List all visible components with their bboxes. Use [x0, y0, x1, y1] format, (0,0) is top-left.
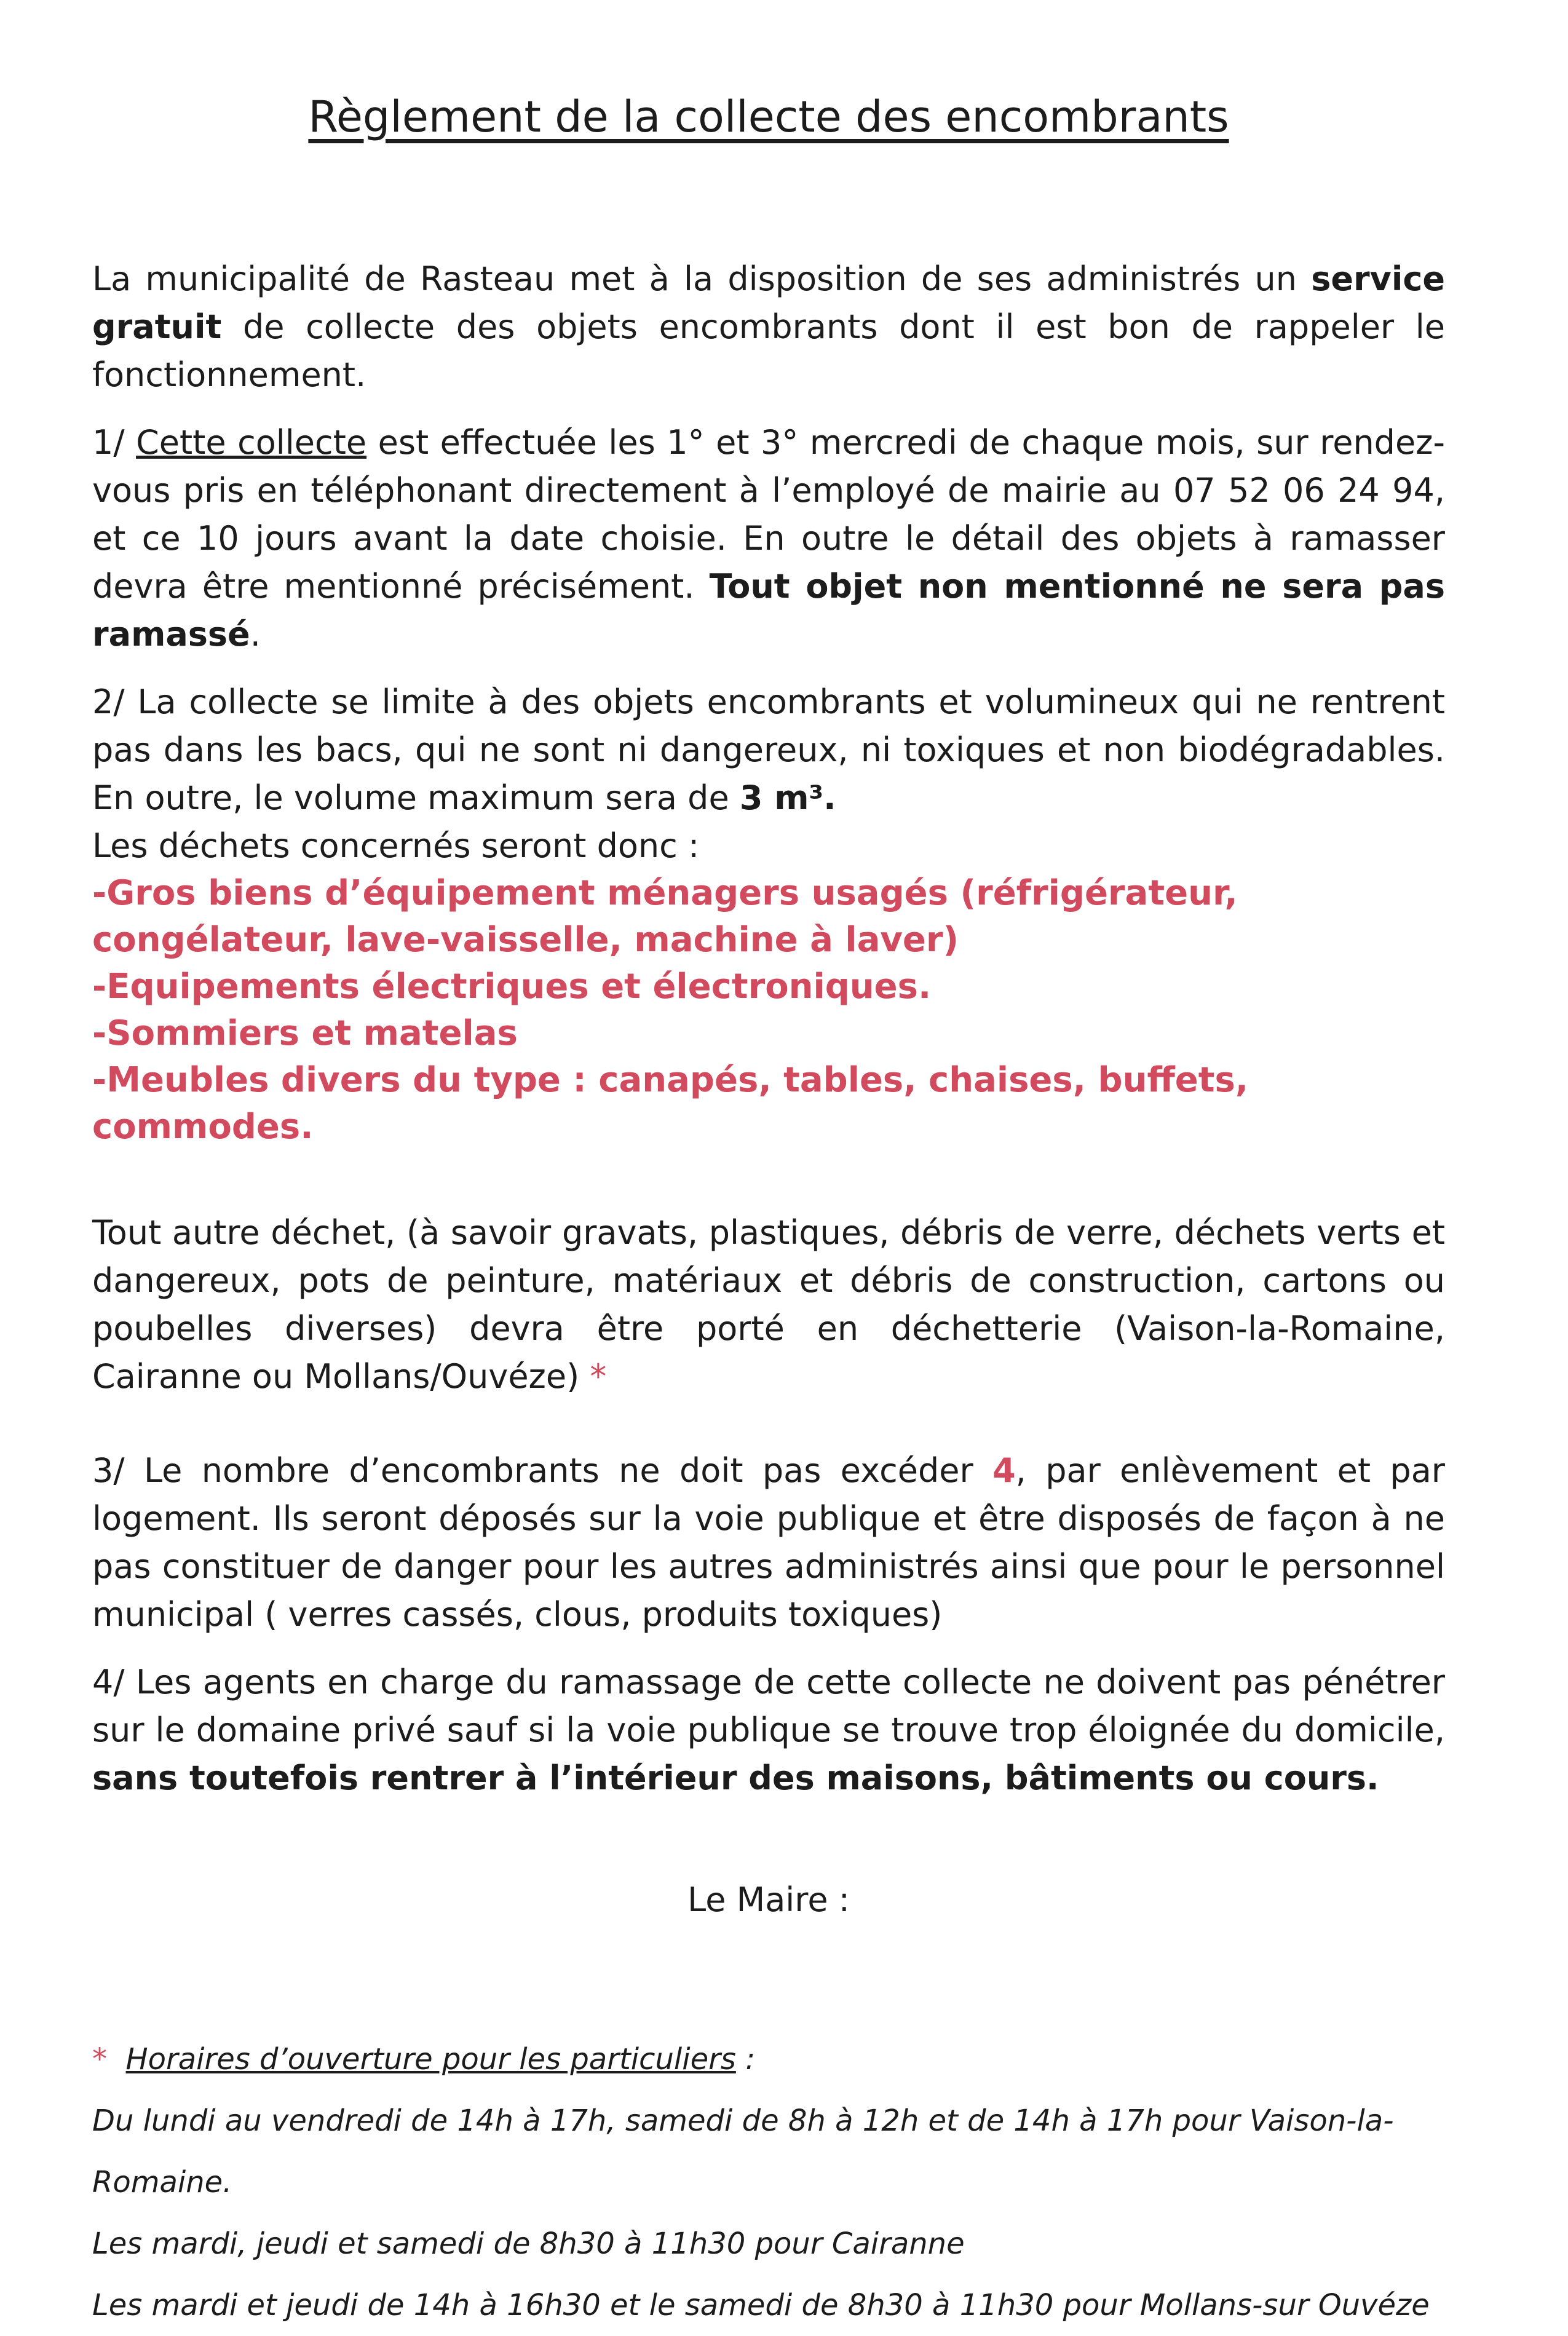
signature: Le Maire :	[687, 1880, 850, 1919]
other-waste-text: Tout autre déchet, (à savoir gravats, plastiques, débris de verre, déchets verts et dangereux, pots de peinture, matériaux et débris de construction, cartons ou poubelles diverses) devra être porté en déchetterie (Vaison-la-Romaine, Cairanne ou Mollans/Ouvéze)	[92, 1213, 1445, 1396]
section-1	[92, 419, 1445, 659]
intro-bold: service gratuit	[92, 259, 1445, 346]
opening-hours	[92, 2029, 1445, 2336]
section-1-bold: Tout objet non mentionné ne sera pas ramassé	[92, 567, 1445, 654]
opening-hours-line: Les mardi, jeudi et samedi de 8h30 à 11h30 pour Cairanne	[92, 2227, 965, 2261]
list-item: -Meubles divers du type : canapés, tables, chaises, buffets, commodes.	[92, 1060, 1249, 1147]
section-3-text-end: , par enlèvement et par logement. Ils seront déposés sur la voie publique et être disposés de façon à ne pas constituer de danger pour les autres administrés ainsi que pour le personnel municipal ( verres cassés, clous, produits toxiques)	[92, 1451, 1445, 1634]
intro-text: La municipalité de Rasteau met à la disposition de ses administrés un	[92, 259, 1312, 298]
waste-list	[92, 870, 1445, 1150]
section-2-text: 2/ La collecte se limite à des objets encombrants et volumineux qui ne rentrent pas dans les bacs, qui ne sont ni dangereux, ni toxiques et non biodégradables. En outre, le volume maximum sera de	[92, 683, 1445, 817]
opening-hours-title-suffix: :	[735, 2042, 756, 2077]
opening-hours-title: Horaires d’ouverture pour les particuliers	[125, 2042, 736, 2077]
section-2-bold: 3 m³.	[739, 778, 836, 817]
section-1-number: 1/	[92, 423, 137, 462]
opening-hours-heading	[92, 2029, 1445, 2090]
document-title	[92, 86, 1445, 148]
section-2	[92, 678, 1445, 822]
asterisk-mark: *	[92, 2042, 107, 2077]
list-item: -Equipements électriques et électroniques.	[92, 967, 932, 1007]
intro-paragraph	[92, 255, 1445, 399]
asterisk-mark: *	[590, 1357, 607, 1396]
intro-text-end: de collecte des objets encombrants dont il est bon de rappeler le fonctionnement.	[92, 307, 1445, 394]
list-item: -Gros biens d’équipement ménagers usagés (réfrigérateur, congélateur, lave-vaisselle, machine à laver)	[92, 873, 1238, 960]
document-page	[92, 0, 1445, 2336]
section-1-end: .	[250, 615, 261, 654]
section-4-bold: sans toutefois rentrer à l’intérieur des maisons, bâtiments ou cours.	[92, 1759, 1379, 1797]
section-3-text: 3/ Le nombre d’encombrants ne doit pas excéder	[92, 1451, 993, 1490]
opening-hours-line: Du lundi au vendredi de 14h à 17h, samedi de 8h à 12h et de 14h à 17h pour Vaison-la-Romaine.	[92, 2104, 1394, 2199]
section-3-number: 4	[992, 1451, 1016, 1490]
section-3	[92, 1447, 1445, 1639]
section-4-text: 4/ Les agents en charge du ramassage de cette collecte ne doivent pas pénétrer sur le domaine privé sauf si la voie publique se trouve trop éloignée du domicile,	[92, 1663, 1445, 1749]
section-1-underlined: Cette collecte	[136, 423, 367, 462]
section-2-list-intro: Les déchets concernés seront donc :	[92, 826, 700, 865]
opening-hours-line: Les mardi et jeudi de 14h à 16h30 et le samedi de 8h30 à 11h30 pour Mollans-sur Ouvéze	[92, 2288, 1430, 2322]
title-text: Règlement de la collecte des encombrants	[308, 92, 1229, 142]
section-4	[92, 1658, 1445, 1802]
list-item: -Sommiers et matelas	[92, 1013, 518, 1053]
other-waste-paragraph	[92, 1209, 1445, 1401]
section-1-text: est effectuée les 1° et 3° mercredi de chaque mois, sur rendez-vous pris en téléphonant directement à l’employé de mairie au 07 52 06 24 94, et ce 10 jours avant la date choisie. En outre le détail des objets à ramasser devra être mentionné précisément.	[92, 423, 1446, 606]
